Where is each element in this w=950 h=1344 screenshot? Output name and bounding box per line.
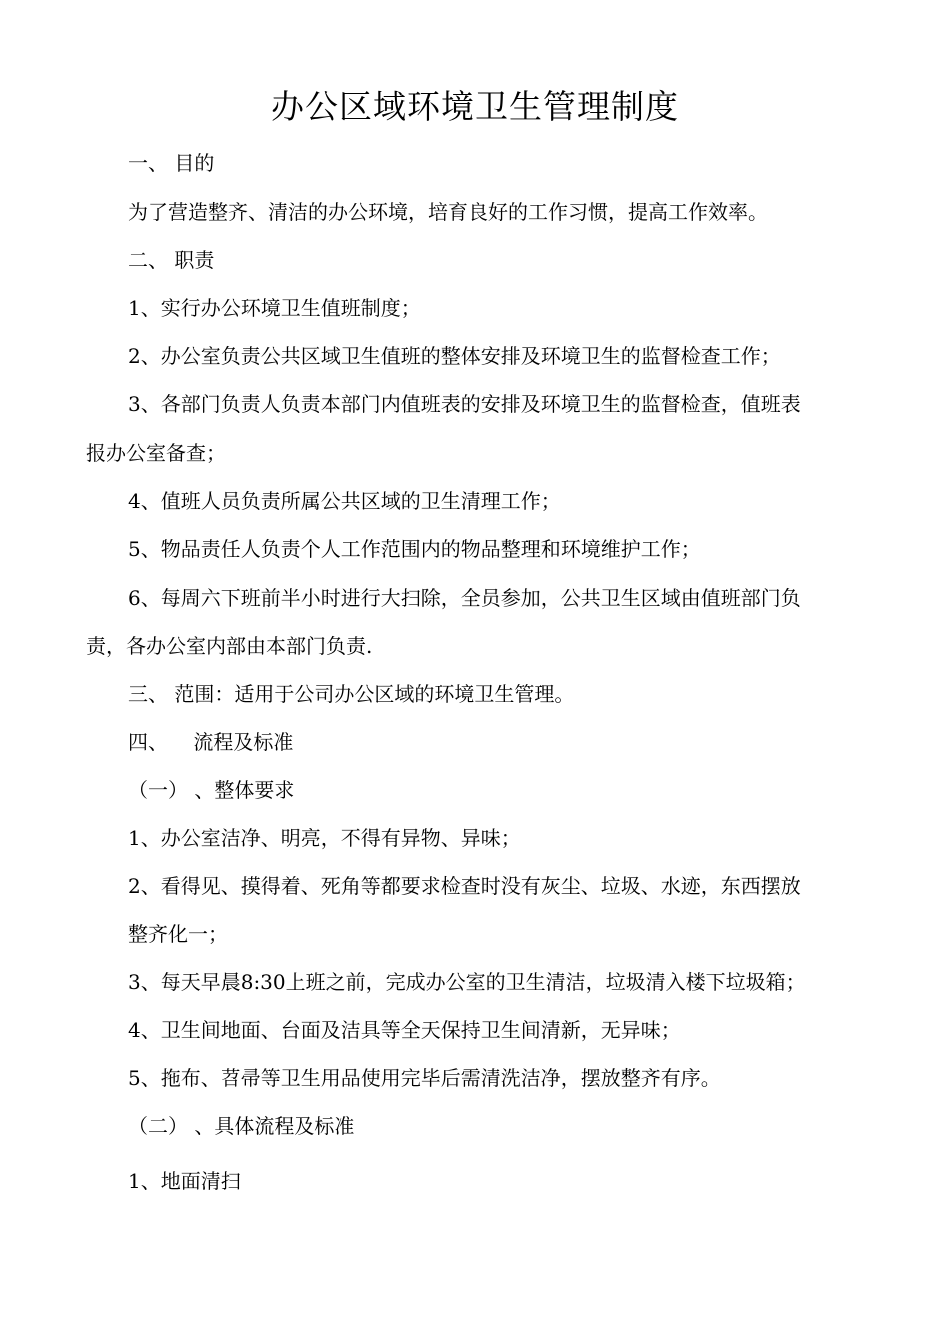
requirement-item-2-line-2: 整齐化一； xyxy=(128,922,228,946)
duty-item-6-line-2: 责，各办公室内部由本部门负责. xyxy=(86,634,373,658)
requirement-item-2-line-1: 2、看得见、摸得着、死角等都要求检查时没有灰尘、垃圾、水迹，东西摆放 xyxy=(128,874,801,898)
paragraph-purpose: 为了营造整齐、清洁的办公环境，培育良好的工作习惯，提高工作效率。 xyxy=(128,200,768,224)
section-heading-scope: 三、 范围：适用于公司办公区域的环境卫生管理。 xyxy=(128,682,575,706)
section-heading-process: 四、 流程及标准 xyxy=(128,730,294,754)
requirement-item-5: 5、拖布、苕帚等卫生用品使用完毕后需清洗洁净，摆放整齐有序。 xyxy=(128,1066,721,1090)
section-heading-purpose: 一、 目的 xyxy=(128,151,215,175)
procedure-item-1: 1、地面清扫 xyxy=(128,1169,241,1193)
requirement-item-4: 4、卫生间地面、台面及洁具等全天保持卫生间清新，无异味； xyxy=(128,1018,681,1042)
section-heading-duties: 二、 职责 xyxy=(128,248,215,272)
requirement-item-1: 1、办公室洁净、明亮，不得有异物、异味； xyxy=(128,826,521,850)
duty-item-3-line-2: 报办公室备查； xyxy=(86,441,226,465)
subsection-heading-specific: （二） 、具体流程及标准 xyxy=(128,1114,355,1138)
requirement-item-3: 3、每天早晨8:30上班之前，完成办公室的卫生清洁，垃圾清入楼下垃圾箱； xyxy=(128,970,806,994)
document-title: 办公区域环境卫生管理制度 xyxy=(271,87,679,126)
duty-item-5: 5、物品责任人负责个人工作范围内的物品整理和环境维护工作； xyxy=(128,537,701,561)
duty-item-2: 2、办公室负责公共区域卫生值班的整体安排及环境卫生的监督检查工作； xyxy=(128,344,781,368)
duty-item-4: 4、值班人员负责所属公共区域的卫生清理工作； xyxy=(128,489,561,513)
subsection-heading-overall: （一） 、整体要求 xyxy=(128,778,295,802)
duty-item-3-line-1: 3、各部门负责人负责本部门内值班表的安排及环境卫生的监督检查，值班表 xyxy=(128,392,801,416)
duty-item-6-line-1: 6、每周六下班前半小时进行大扫除，全员参加，公共卫生区域由值班部门负 xyxy=(128,586,801,610)
duty-item-1: 1、实行办公环境卫生值班制度； xyxy=(128,296,421,320)
